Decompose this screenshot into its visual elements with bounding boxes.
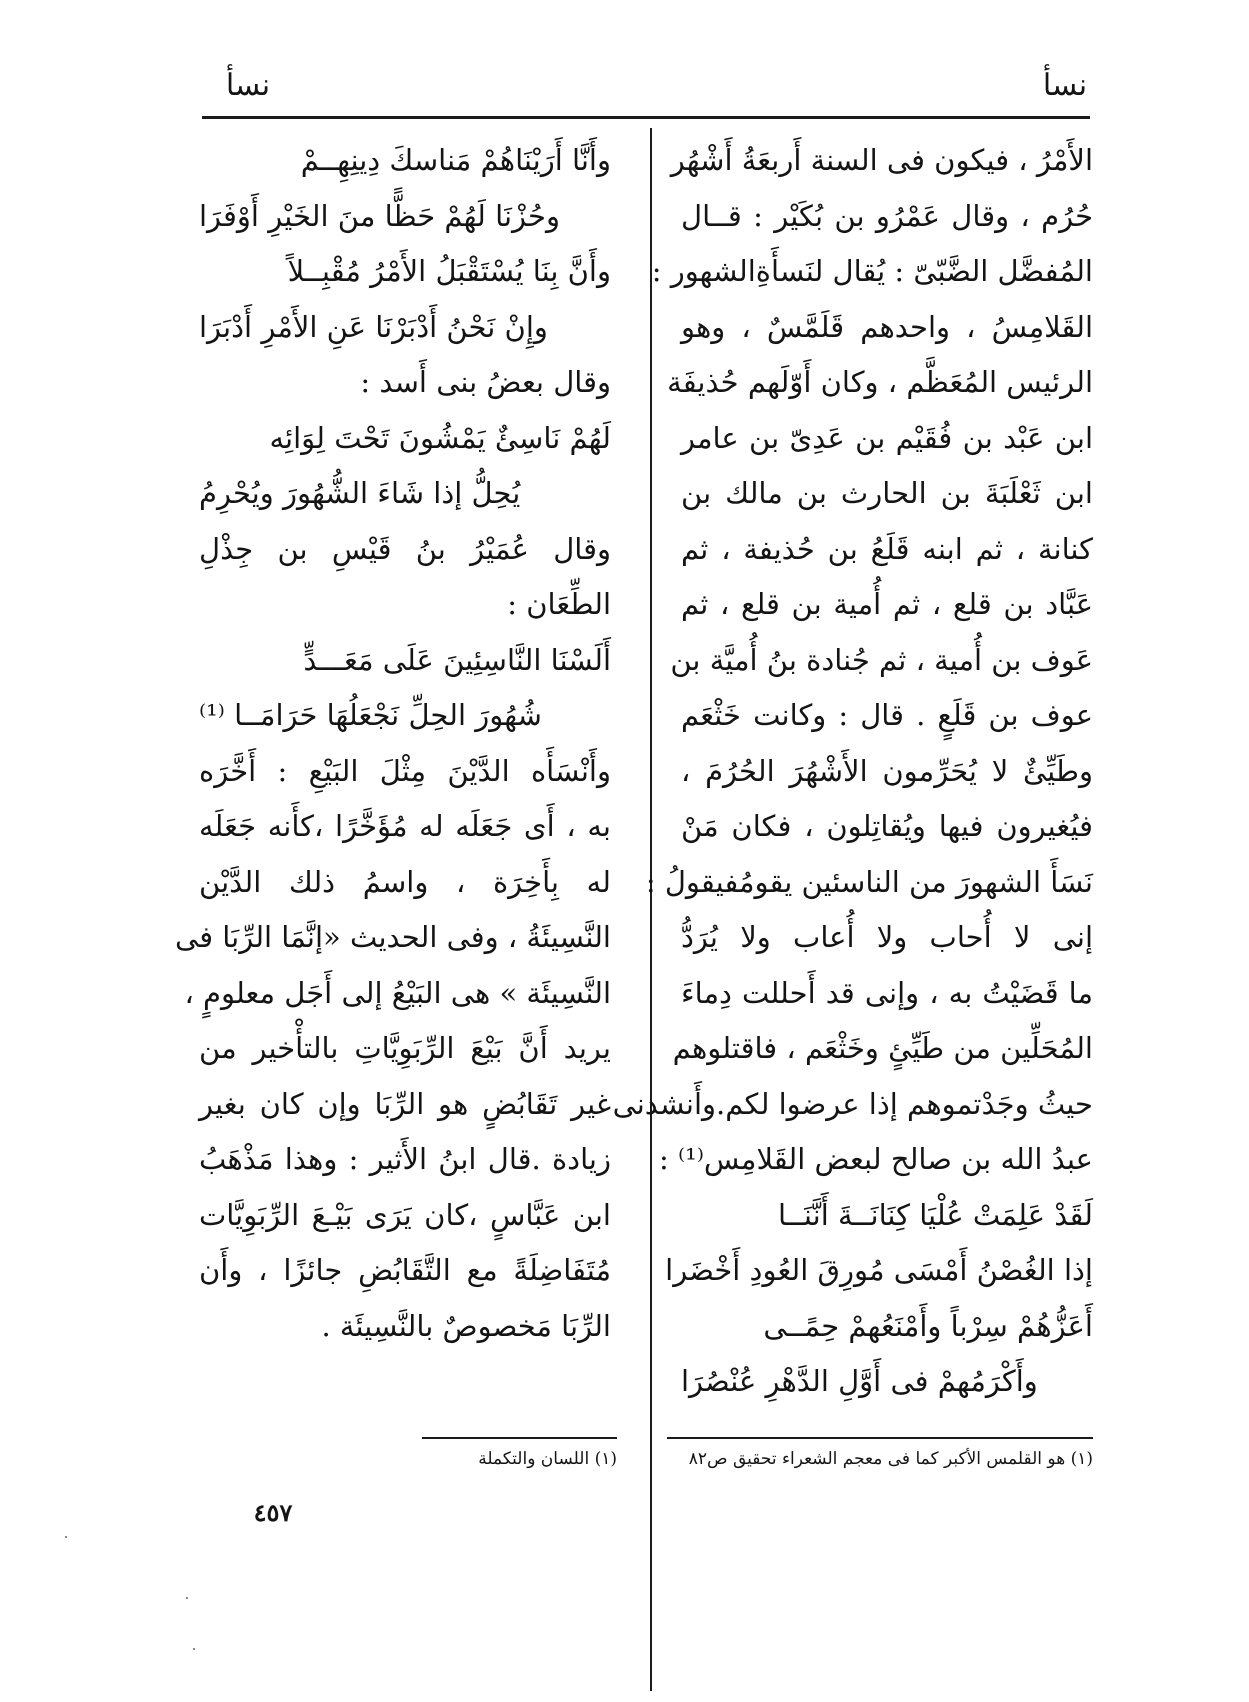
verse-line: وإِنْ نَحْنُ أَدْبَرْنَا عَنِ الأَمْرِ أَدْبَرَا — [199, 309, 548, 344]
text-line: المُحَلِّين من طَيِّئٍ وخَثْعَم ، فاقتلوهم — [672, 1031, 1093, 1065]
verse-line: لَهُمْ نَاسِئٌ يَمْشُونَ تَحْتَ لِوَائِه — [269, 420, 611, 455]
text-line: مُتَفَاضِلَةً مع التَّقَابُضِ جائزًا ، وأَن — [199, 1253, 611, 1287]
text-line: ابن عَبْد بن فُقَيْم بن عَدِىّ بن عامر — [681, 420, 1093, 455]
text-line: غير تَقَابُضٍ هو الرِّبَا وإن كان بغير — [199, 1086, 611, 1121]
running-head-left: نسأ — [225, 68, 271, 103]
text-line: المُفضَّل الضَّبّىّ : يُقال لنَسأَةِالشهور : — [651, 254, 1093, 288]
verse-line: إذا الغُصْنُ أَمْسَى مُورِقَ العُودِ أَخْضَرا — [665, 1253, 1093, 1287]
text-line: الأَمْرُ ، فيكون فى السنة أَربعَةُ أَشْهُر — [670, 143, 1093, 177]
verse-line: وأَكْرَمُهمْ فى أَوَّلِ الدَّهْرِ عُنْصُرَا — [681, 1364, 1038, 1398]
footnote-rule-left — [422, 1437, 617, 1439]
footnote-right: (١) هو القلمس الأكبر كما فى معجم الشعراء تحقيق ص٨٢ — [688, 1449, 1093, 1469]
verse-line: أَعَزُّهُمْ سِرْباً وأَمْنَعُهمْ حِمًــى — [763, 1308, 1093, 1343]
text-line: عَوف بن أُمية ، ثم جُنادة بنُ أُميَّة بن — [670, 642, 1093, 677]
text-line: الرئيس المُعَظَّم ، وكان أَوّلَهم حُذيفَة — [667, 365, 1093, 399]
text-line: وقال عُمَيْرُ بنُ قَيْسِ بن جِذْلِ — [199, 531, 611, 566]
text-line: النَّسِيئَة » هى البَيْعُ إلى أَجَل معلومٍ ، — [184, 975, 611, 1010]
verse-line: لَقَدْ عَلِمَتْ عُلْيَا كِنَانَــةَ أَنَّنَــا — [778, 1197, 1093, 1232]
scan-speck — [65, 1536, 67, 1538]
text-line: ابن عَبَّاسٍ ،كان يَرَى بَيْـعَ الرِّبَوِيَّات — [199, 1197, 611, 1232]
left-column — [175, 133, 611, 1354]
verse-line: أَلَسْنَا النَّاسِئِينَ عَلَى مَعَـــدٍّ — [303, 642, 611, 677]
text-line: وأَنْسَأَه الدَّيْنَ مِثْلَ البَيْعِ : أَخَّرَه — [199, 753, 611, 788]
footnote-rule-right — [667, 1437, 1093, 1439]
header-rule — [202, 116, 1090, 119]
text-line: زيادة .قال ابنُ الأَثير : وهذا مَذْهَبُ — [199, 1142, 611, 1176]
text-line: الرِّبَا مَخصوصٌ بالنَّسِيئَة . — [321, 1308, 611, 1343]
text-line: به ، أَى جَعَلَه له مُؤَخَّرًا ،كأَنه جَعَلَه — [199, 809, 611, 843]
scan-speck — [186, 1597, 188, 1599]
text-line: وقال بعضُ بنى أَسد : — [360, 365, 611, 399]
text-line: حُرُم ، وقال عَمْرُو بن بُكَيْر : قــال — [681, 198, 1093, 233]
text-line: عَبَّاد بن قلع ، ثم أُمية بن قلع ، ثم — [681, 587, 1093, 621]
text-line: ما قَضَيْتُ به ، وإنى قد أَحللت دِماءَ — [681, 975, 1093, 1010]
text-line: حيثُ وجَدْتموهم إذا عرضوا لكم.وأَنشدنى — [612, 1086, 1093, 1121]
text-line: يريد أَنَّ بَيْعَ الرِّبَوِيَّاتِ بالتأْخير من — [199, 1031, 611, 1065]
page-number: ٤٥٧ — [253, 1498, 293, 1527]
right-column — [612, 133, 1093, 1410]
text-line: عوف بن قَلَعٍ . قال : وكانت خَثْعَم — [681, 698, 1093, 732]
text-line: له بِأَخِرَة ، واسمُ ذلك الدَّيْن — [199, 864, 611, 899]
text-line: ابن ثَعْلَبَةَ بن الحارث بن مالك بن — [681, 476, 1093, 510]
text-line: الطِّعَان : — [507, 587, 611, 621]
verse-line: وأَنَّ بِنَا يُسْتَقْبَلُ الأَمْرُ مُقْبِــلاً — [287, 254, 611, 288]
text-line: إنى لا أُحاب ولا أُعاب ولا يُرَدُّ — [681, 920, 1093, 954]
text-line: نَسَأَ الشهورَ من الناسئين يقومُفيقولُ : — [645, 864, 1093, 899]
footnote-left: (١) اللسان والتكملة — [478, 1449, 617, 1469]
text-line: وطَيِّئٌ لا يُحَرِّمون الأَشْهُرَ الحُرُمَ ، — [681, 753, 1093, 788]
verse-line: وحُزْنَا لَهُمْ حَظًّا منَ الخَيْرِ أَوْفَرَا — [199, 198, 560, 233]
scan-speck — [193, 1648, 195, 1650]
running-head-right: نسأ — [1042, 68, 1088, 103]
text-line: عبدُ الله بن صالح لبعض القَلامِس⁽¹⁾ : — [659, 1142, 1093, 1176]
verse-line: شُهُورَ الحِلِّ نَجْعَلُهَا حَرَامَــا ⁽¹⁾ — [199, 698, 542, 732]
verse-line: وأَنَّا أَرَيْنَاهُمْ مَناسكَ دِينِهِــمْ — [300, 143, 611, 177]
text-line: كنانة ، ثم ابنه قَلَعُ بن حُذيفة ، ثم — [681, 531, 1093, 566]
text-line: القَلامِسُ ، واحدهم قَلَمَّسٌ ، وهو — [681, 309, 1093, 344]
verse-line: يُحِلُّ إذا شَاءَ الشُّهُورَ ويُحْرِمُ — [199, 476, 521, 510]
text-line: النَّسِيئَةُ ، وفى الحديث «إنَّمَا الرِّبَا فى — [175, 920, 611, 954]
text-line: فيُغيرون فيها ويُقاتِلون ، فكان مَنْ — [681, 809, 1093, 843]
